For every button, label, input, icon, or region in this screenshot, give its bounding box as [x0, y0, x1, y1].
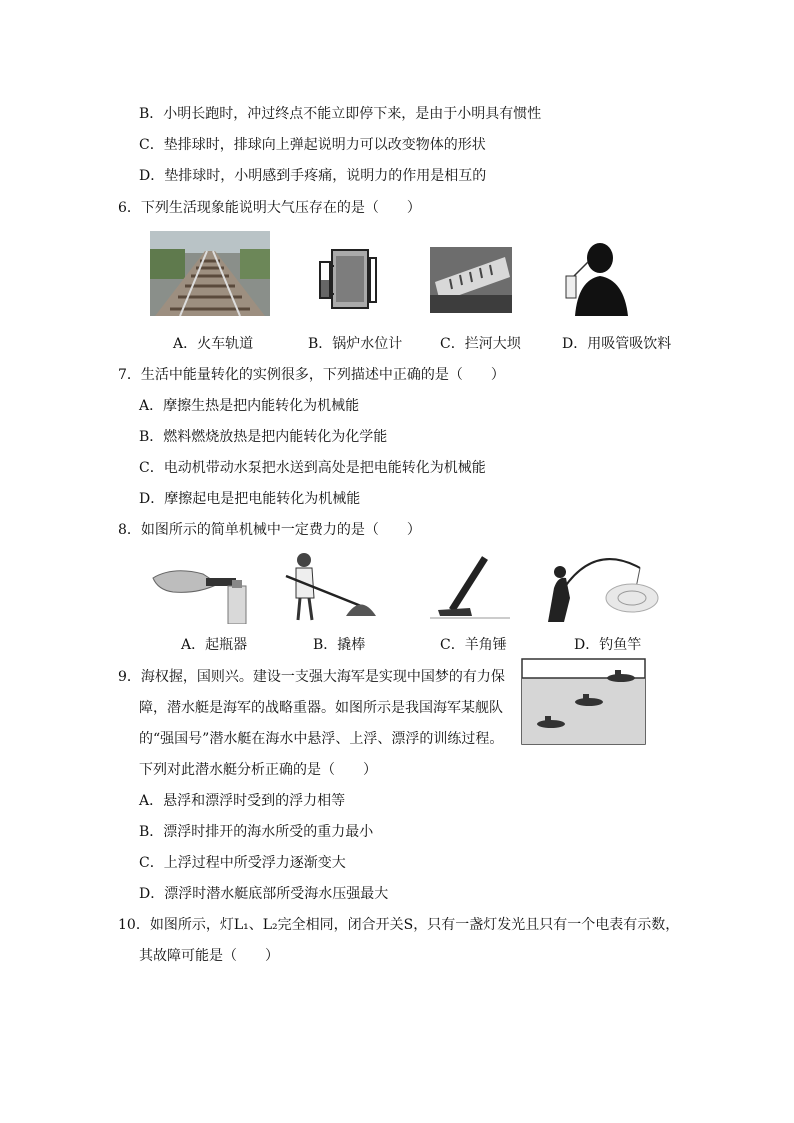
boiler-water-gauge-image	[312, 244, 380, 312]
q8-stem: 8．如图所示的简单机械中一定费力的是（ ）	[118, 522, 421, 538]
q7-option-a: A．摩擦生热是把内能转化为机械能	[139, 398, 360, 414]
q8-caption-c: C．羊角锤	[440, 637, 507, 653]
submarine-diagram-image	[521, 658, 646, 745]
q9-option-a: A．悬浮和漂浮时受到的浮力相等	[139, 793, 346, 809]
q7-option-d: D．摩擦起电是把电能转化为机械能	[139, 491, 361, 507]
q6-stem: 6．下列生活现象能说明大气压存在的是（ ）	[118, 200, 421, 216]
river-dam-image	[430, 247, 512, 313]
q9-option-b: B．漂浮时排开的海水所受的重力最小	[139, 824, 374, 840]
fishing-rod-image	[540, 548, 664, 626]
q6-caption-b: B．锅炉水位计	[308, 336, 403, 352]
q9-stem-line-4: 下列对此潜水艇分析正确的是（ ）	[139, 762, 377, 778]
q10-stem-line-1: 10．如图所示，灯L₁、L₂完全相同，闭合开关S，只有一盏灯发光且只有一个电表有示数，	[118, 917, 680, 933]
q8-caption-d: D．钓鱼竿	[574, 637, 642, 653]
railway-track-image	[150, 231, 270, 316]
q7-stem: 7．生活中能量转化的实例很多，下列描述中正确的是（ ）	[118, 367, 505, 383]
q6-caption-d: D．用吸管吸饮料	[562, 336, 672, 352]
q6-caption-c: C．拦河大坝	[440, 336, 521, 352]
q9-option-c: C．上浮过程中所受浮力逐渐变大	[139, 855, 346, 871]
q8-caption-a: A．起瓶器	[181, 637, 248, 653]
q5-option-b: B．小明长跑时，冲过终点不能立即停下来，是由于小明具有惯性	[139, 106, 542, 122]
q9-stem-line-3: 的“强国号”潜水艇在海水中悬浮、上浮、漂浮的训练过程。	[139, 731, 504, 747]
claw-hammer-image	[430, 548, 510, 624]
drinking-with-straw-image	[560, 240, 632, 316]
q7-option-b: B．燃料燃烧放热是把内能转化为化学能	[139, 429, 388, 445]
q9-stem-line-1: 9．海权握，国则兴。建设一支强大海军是实现中国梦的有力保	[118, 669, 505, 685]
q9-stem-line-2: 障，潜水艇是海军的战略重器。如图所示是我国海军某舰队	[139, 700, 503, 716]
q8-caption-b: B．撬棒	[313, 637, 366, 653]
q5-option-d: D．垫排球时，小明感到手疼痛，说明力的作用是相互的	[139, 168, 487, 184]
bottle-opener-image	[148, 550, 256, 624]
q10-stem-line-2: 其故障可能是（ ）	[139, 948, 279, 964]
crowbar-image	[276, 548, 382, 624]
q9-option-d: D．漂浮时潜水艇底部所受海水压强最大	[139, 886, 389, 902]
q6-caption-a: A．火车轨道	[173, 336, 254, 352]
q7-option-c: C．电动机带动水泵把水送到高处是把电能转化为机械能	[139, 460, 486, 476]
q5-option-c: C．垫排球时，排球向上弹起说明力可以改变物体的形状	[139, 137, 486, 153]
